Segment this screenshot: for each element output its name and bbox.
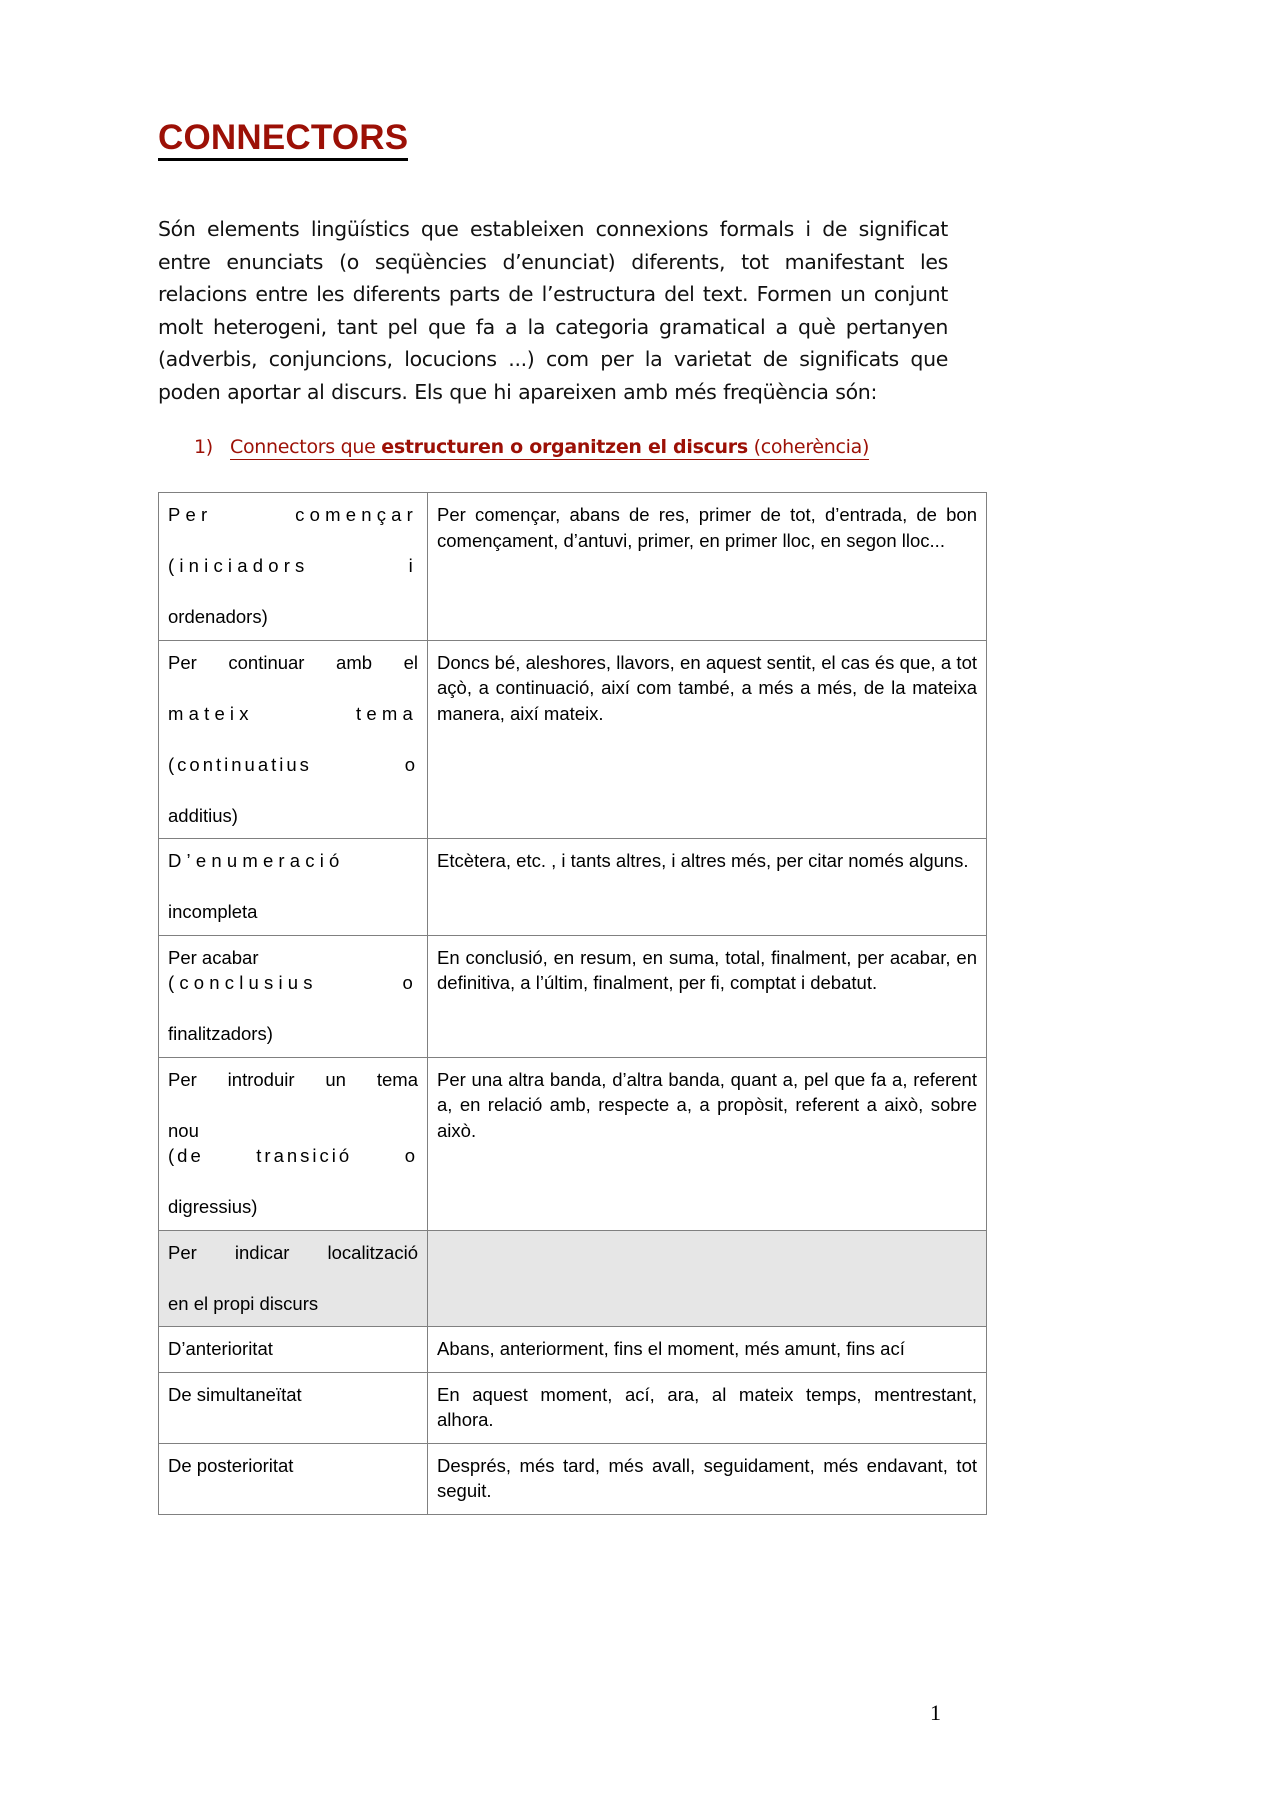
cell-line: (de transició o <box>168 1145 418 1167</box>
table-row <box>159 1327 987 1373</box>
cell-line: finalitzadors) <box>168 1023 273 1045</box>
table-row-shaded <box>159 1230 987 1327</box>
page-number: 1 <box>930 1700 941 1725</box>
table-row <box>159 493 987 641</box>
section-heading-text <box>230 436 869 460</box>
table-cell-examples: Per començar, abans de res, primer de tot, d’entrada, de bon començament, d’antuvi, primer, en primer lloc, en segon lloc... <box>428 493 987 641</box>
table-row <box>159 839 987 936</box>
table-cell-category <box>159 640 428 839</box>
cell-line: Per indicar localització <box>168 1241 418 1263</box>
cell-line: De posterioritat <box>168 1454 294 1476</box>
cell-line: Per acabar <box>168 946 259 968</box>
table-cell-examples: Etcètera, etc. , i tants altres, i altres més, per citar només alguns. <box>428 839 987 936</box>
table-cell-category <box>159 1443 428 1514</box>
cell-line: D’enumeració <box>168 850 345 872</box>
table-row <box>159 935 987 1057</box>
table-cell-category <box>159 1230 428 1327</box>
table-cell-examples: Per una altra banda, d’altra banda, quant a, pel que fa a, referent a, en relació amb, respecte a, a propòsit, referent a això, sobre això. <box>428 1057 987 1230</box>
table-cell-examples: Abans, anteriorment, fins el moment, més amunt, fins ací <box>428 1327 987 1373</box>
table-row <box>159 1443 987 1514</box>
section-heading-1 <box>194 436 948 460</box>
section-text-bold: estructuren o organitzen el discurs <box>381 436 748 459</box>
section-number: 1) <box>194 436 213 459</box>
section-text-before: Connectors que <box>230 436 382 459</box>
table-row <box>159 1372 987 1443</box>
table-cell-examples: Després, més tard, més avall, seguidament, més endavant, tot seguit. <box>428 1443 987 1514</box>
cell-line: De simultaneïtat <box>168 1383 302 1405</box>
cell-line: (conclusius o <box>168 972 418 994</box>
cell-line: ordenadors) <box>168 606 268 628</box>
table-cell-category <box>159 1057 428 1230</box>
table-cell-category <box>159 935 428 1057</box>
table-cell-category <box>159 1327 428 1373</box>
connectors-table <box>158 492 987 1515</box>
section-text-after: (coherència) <box>747 436 870 459</box>
table-cell-examples: Doncs bé, aleshores, llavors, en aquest sentit, el cas és que, a tot açò, a continuació, així com també, a més a més, de la mateixa manera, així mateix. <box>428 640 987 839</box>
cell-line: (iniciadors i <box>168 555 418 577</box>
table-row <box>159 640 987 839</box>
cell-line: additius) <box>168 804 238 826</box>
cell-line: mateix tema <box>168 702 418 724</box>
cell-line: nou <box>168 1119 199 1141</box>
table-cell-examples: En conclusió, en resum, en suma, total, finalment, per acabar, en definitiva, a l’últim, finalment, per fi, comptat i debatut. <box>428 935 987 1057</box>
cell-line: Per introduir un tema <box>168 1068 418 1090</box>
cell-line: digressius) <box>168 1196 258 1218</box>
table-cell-category <box>159 839 428 936</box>
table-cell-category <box>159 493 428 641</box>
cell-line: Per continuar amb el <box>168 651 418 673</box>
cell-line: D’anterioritat <box>168 1338 273 1360</box>
intro-paragraph: Són elements lingüístics que estableixen connexions formals i de significat entre enunciats (o seqüències d’enunciat) diferents, tot manifestant les relacions entre les diferents parts de l’estructura del text. Formen un conjunt molt heterogeni, tant pel que fa a la categoria gramatical a què pertanyen (adverbis, conjuncions, locucions ...) com per la varietat de significats que poden aportar al discurs. Els que hi apareixen amb més freqüència són: <box>158 217 948 404</box>
table-cell-examples: En aquest moment, ací, ara, al mateix temps, mentrestant, alhora. <box>428 1372 987 1443</box>
cell-line: Per començar <box>168 504 418 526</box>
table-cell-examples <box>428 1230 987 1327</box>
cell-line: en el propi discurs <box>168 1292 319 1314</box>
page-title: CONNECTORS <box>158 118 408 161</box>
page-content <box>158 118 977 1515</box>
cell-line: incompleta <box>168 901 258 923</box>
table-row <box>159 1057 987 1230</box>
table-cell-category <box>159 1372 428 1443</box>
cell-line: (continuatius o <box>168 753 418 775</box>
